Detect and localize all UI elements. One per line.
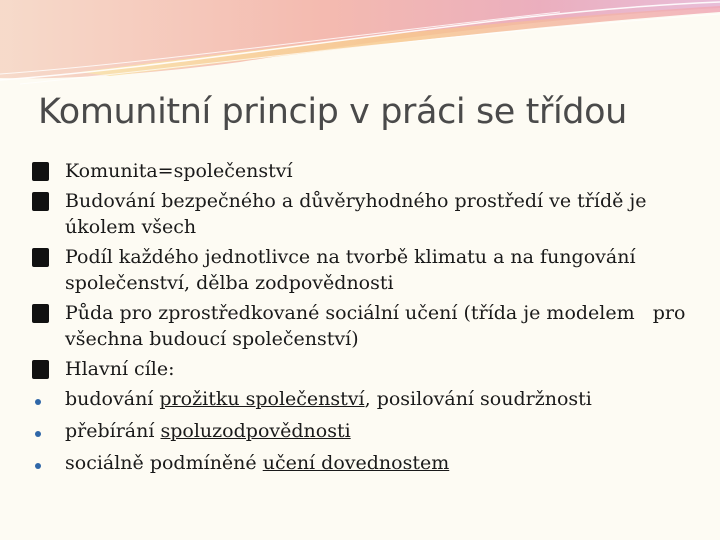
goal-text-underlined: učení dovednostem	[262, 452, 450, 474]
goal-text-pre: přebírání	[65, 420, 161, 442]
list-item	[30, 188, 695, 240]
bullet-dot-icon	[32, 418, 62, 444]
goal-item	[30, 418, 695, 444]
missing-glyph-box-icon	[32, 188, 62, 218]
bullet-dot-icon	[32, 386, 62, 412]
goal-item	[30, 450, 695, 476]
list-item	[30, 158, 695, 184]
list-item	[30, 356, 695, 382]
list-item-text: Půda pro zprostředkované sociální učení (třída je modelem pro všechna budoucí společenství)	[65, 302, 692, 350]
list-item-text: Hlavní cíle:	[65, 358, 175, 380]
goal-text-post: , posilování soudržnosti	[364, 388, 592, 410]
bullet-dot-icon	[32, 450, 62, 476]
missing-glyph-box-icon	[32, 158, 62, 188]
list-item	[30, 244, 695, 296]
goal-text-pre: budování	[65, 388, 160, 410]
decorative-header-banner	[0, 0, 720, 90]
goal-text-pre: sociálně podmíněné	[65, 452, 263, 474]
missing-glyph-box-icon	[32, 244, 62, 274]
missing-glyph-box-icon	[32, 300, 62, 330]
list-item-text: Podíl každého jednotlivce na tvorbě klimatu a na fungování společenství, dělba zodpovědnosti	[65, 246, 636, 294]
bullet-list	[30, 158, 695, 482]
list-item-text: Budování bezpečného a důvěryhodného prostředí ve třídě je úkolem všech	[65, 190, 647, 238]
list-item	[30, 300, 695, 352]
goal-item	[30, 386, 695, 412]
goal-text-underlined: spoluzodpovědnosti	[160, 420, 351, 442]
goal-text-underlined: prožitku společenství	[159, 388, 365, 410]
missing-glyph-box-icon	[32, 356, 62, 386]
list-item-text: Komunita=společenství	[65, 160, 293, 182]
slide-title: Komunitní princip v práci se třídou	[38, 92, 627, 132]
